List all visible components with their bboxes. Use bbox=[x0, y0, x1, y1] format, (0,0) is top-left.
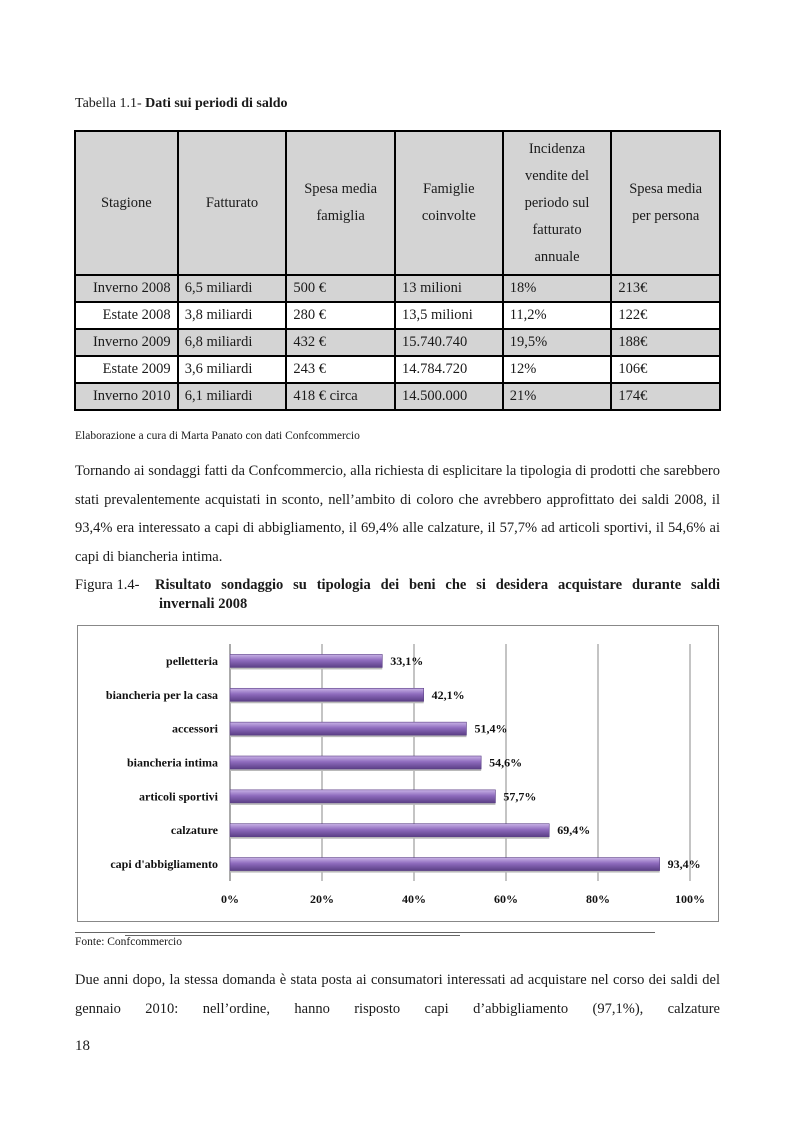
figure-caption-prefix: Figura 1.4- bbox=[75, 577, 140, 593]
table-caption-title: Dati sui periodi di saldo bbox=[145, 96, 288, 111]
bar bbox=[230, 688, 424, 701]
table-cell: 19,5% bbox=[503, 329, 612, 356]
figure-source-note: Fonte: Confcommercio bbox=[75, 936, 182, 948]
table-body bbox=[75, 275, 720, 410]
table-cell: 418 € circa bbox=[286, 383, 395, 410]
table-header-line: Spesa media bbox=[304, 181, 378, 197]
bar bbox=[230, 858, 660, 871]
x-tick-label: 40% bbox=[402, 892, 426, 906]
table-header-cell bbox=[503, 131, 612, 275]
source-divider bbox=[75, 932, 655, 933]
table-cell: 432 € bbox=[286, 329, 395, 356]
figure-caption-title: Risultato sondaggio su tipologia dei beni che si desidera acquistare durante saldi bbox=[155, 577, 720, 593]
table-header-line: annuale bbox=[534, 248, 580, 265]
category-label: capi d'abbigliamento bbox=[110, 857, 218, 872]
data-label: 54,6% bbox=[489, 755, 523, 770]
x-tick-label: 60% bbox=[494, 892, 518, 906]
table-cell: 3,8 miliardi bbox=[178, 302, 287, 329]
table-cell-season: Estate 2009 bbox=[75, 356, 178, 383]
figure-caption bbox=[75, 576, 720, 614]
category-label: biancheria intima bbox=[126, 755, 218, 770]
table-header-line: Fatturato bbox=[205, 194, 259, 211]
table-cell: 6,8 miliardi bbox=[178, 329, 287, 356]
table-header-line: per persona bbox=[632, 208, 700, 224]
data-label: 51,4% bbox=[474, 721, 508, 736]
table-header-cell bbox=[395, 131, 503, 275]
table-cell: 106€ bbox=[611, 356, 720, 383]
table-cell-season: Inverno 2009 bbox=[75, 329, 178, 356]
table-header-cell bbox=[178, 131, 287, 275]
table-header-row bbox=[75, 131, 720, 275]
body-paragraph: Tornando ai sondaggi fatti da Confcommercio, alla richiesta di esplicitare la tipologia di prodotti che sarebbero stati prevalentemente acquistati in sconto, nell’ambito di coloro che avrebbero approfittato dei saldi 2008, il 93,4% era interessato a capi di abbigliamento, il 69,4% alle calzature, il 57,7% ad articoli sportivi, il 54,6% ai capi di biancheria intima. bbox=[75, 463, 720, 565]
x-tick-label: 0% bbox=[221, 892, 239, 906]
sales-periods-table bbox=[74, 130, 721, 411]
table-cell: 18% bbox=[503, 275, 612, 302]
table-header-line: fatturato bbox=[532, 221, 582, 238]
table-header-line: vendite del bbox=[525, 167, 590, 184]
table-cell: 6,1 miliardi bbox=[178, 383, 287, 410]
data-label: 33,1% bbox=[390, 653, 424, 668]
category-label: calzature bbox=[170, 823, 218, 838]
table-cell-season: Inverno 2008 bbox=[75, 275, 178, 302]
table-header-cell bbox=[75, 131, 178, 275]
table-header-line: coinvolte bbox=[421, 208, 476, 224]
table-cell-season: Inverno 2010 bbox=[75, 383, 178, 410]
table-row bbox=[75, 329, 720, 356]
category-label: articoli sportivi bbox=[139, 789, 218, 804]
data-label: 69,4% bbox=[557, 823, 591, 838]
table-header-line: periodo sul bbox=[524, 194, 590, 211]
table-header-cell bbox=[611, 131, 720, 275]
bar-chart-frame bbox=[77, 625, 719, 922]
x-tick-label: 80% bbox=[586, 892, 610, 906]
table-cell-season: Estate 2008 bbox=[75, 302, 178, 329]
table-header-line: Incidenza bbox=[528, 140, 586, 157]
bar bbox=[230, 756, 481, 769]
table-row bbox=[75, 275, 720, 302]
table-header-line: famiglia bbox=[316, 208, 365, 224]
data-label: 57,7% bbox=[503, 789, 537, 804]
table-cell: 12% bbox=[503, 356, 612, 383]
table-header-line: Spesa media bbox=[629, 181, 703, 197]
category-label: accessori bbox=[172, 721, 218, 736]
x-tick-label: 100% bbox=[675, 892, 705, 906]
table-cell: 188€ bbox=[611, 329, 720, 356]
table-row bbox=[75, 356, 720, 383]
table-cell: 6,5 miliardi bbox=[178, 275, 287, 302]
table-cell: 213€ bbox=[611, 275, 720, 302]
table-row bbox=[75, 302, 720, 329]
category-label: pelletteria bbox=[166, 653, 218, 668]
table-header-line: Stagione bbox=[100, 194, 152, 211]
bar-chart bbox=[78, 626, 720, 923]
table-cell: 21% bbox=[503, 383, 612, 410]
table-cell: 15.740.740 bbox=[395, 329, 503, 356]
table-row bbox=[75, 383, 720, 410]
table-cell: 13,5 milioni bbox=[395, 302, 503, 329]
table-cell: 13 milioni bbox=[395, 275, 503, 302]
table-caption-prefix: Tabella 1.1- bbox=[75, 96, 142, 111]
table-cell: 14.500.000 bbox=[395, 383, 503, 410]
table-cell: 11,2% bbox=[503, 302, 612, 329]
x-tick-label: 20% bbox=[310, 892, 334, 906]
table-header-line: Famiglie bbox=[423, 181, 475, 197]
page-number: 18 bbox=[75, 1038, 90, 1054]
data-label: 42,1% bbox=[431, 687, 465, 702]
bar bbox=[230, 654, 382, 667]
bar bbox=[230, 824, 549, 837]
table-cell: 500 € bbox=[286, 275, 395, 302]
category-label: biancheria per la casa bbox=[105, 687, 218, 702]
table-caption bbox=[75, 96, 288, 112]
data-label: 93,4% bbox=[667, 857, 701, 872]
table-header-cell bbox=[286, 131, 395, 275]
bar bbox=[230, 790, 495, 803]
table-cell: 3,6 miliardi bbox=[178, 356, 287, 383]
figure-caption-title-continued: invernali 2008 bbox=[159, 596, 248, 612]
table-cell: 243 € bbox=[286, 356, 395, 383]
table-cell: 174€ bbox=[611, 383, 720, 410]
closing-paragraph: Due anni dopo, la stessa domanda è stata posta ai consumatori interessati ad acquistare nel corso dei saldi del gennaio 2010: nell’ordine, hanno risposto capi d’abbigliamento (97,1%), calzature bbox=[75, 972, 720, 1017]
table-cell: 280 € bbox=[286, 302, 395, 329]
bar bbox=[230, 722, 466, 735]
table-source-note: Elaborazione a cura di Marta Panato con dati Confcommercio bbox=[75, 430, 360, 442]
table-cell: 14.784.720 bbox=[395, 356, 503, 383]
table-cell: 122€ bbox=[611, 302, 720, 329]
